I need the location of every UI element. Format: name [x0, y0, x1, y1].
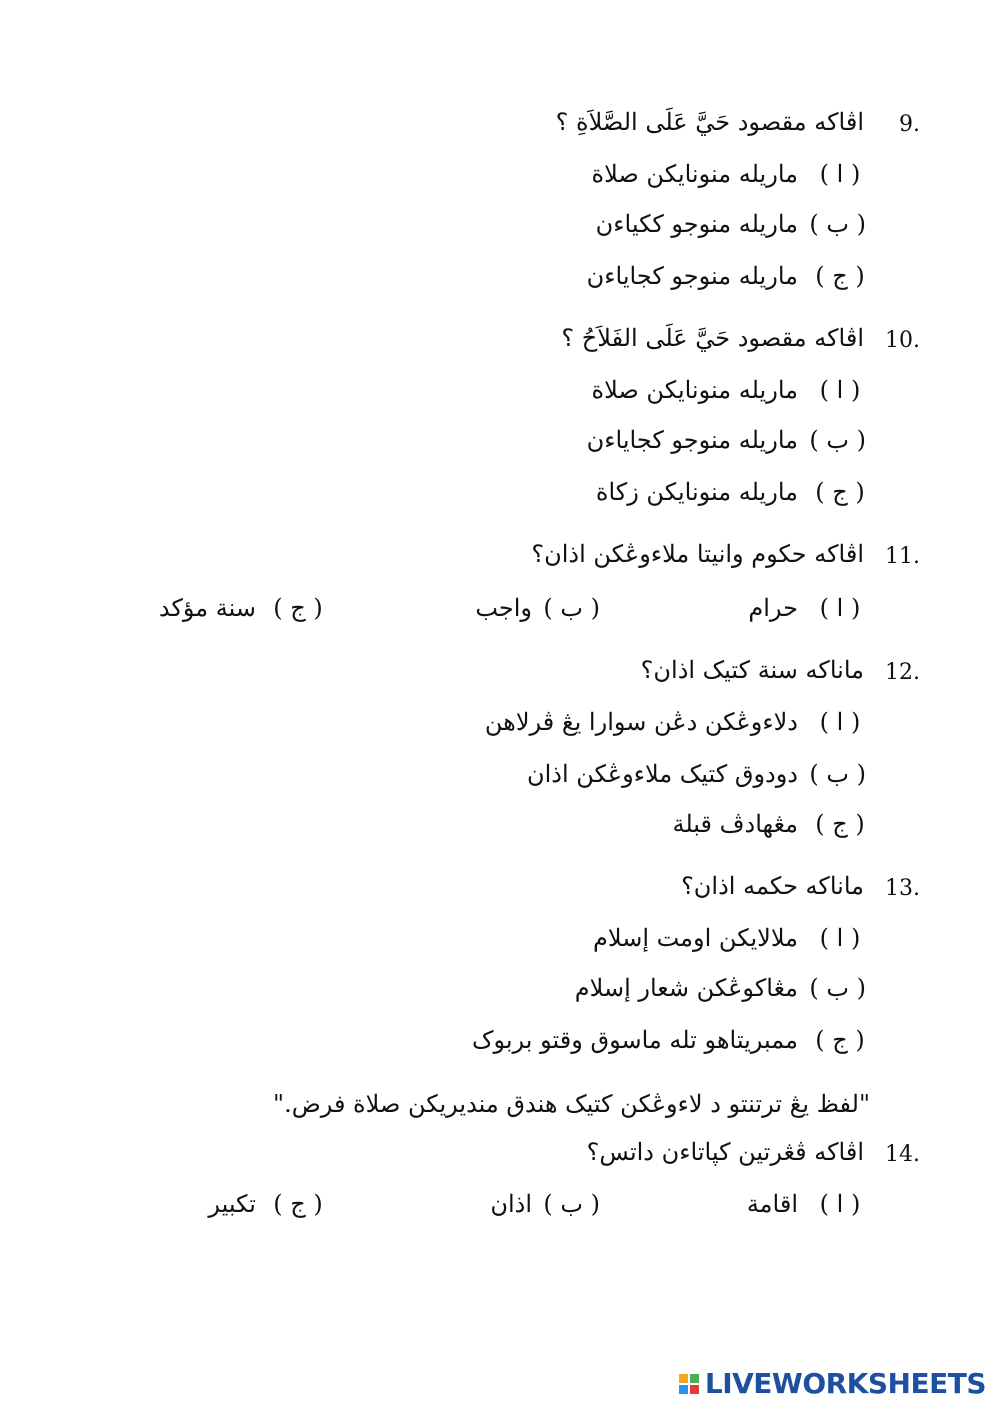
option-text: اذان	[490, 1190, 532, 1218]
option-text: ماريله منوجو ککياءن	[595, 210, 798, 238]
option-marker: ( ا )	[819, 1190, 861, 1218]
question-11	[80, 540, 920, 580]
option-c[interactable]	[596, 478, 866, 506]
option-text: تکبير	[208, 1190, 256, 1218]
question-text: ماناکه سنة کتيک اذان؟	[640, 656, 864, 684]
option-text: ملالايکن اومت إسلام	[593, 924, 798, 952]
icon-square	[690, 1385, 699, 1394]
option-text: واجب	[475, 594, 532, 622]
option-a[interactable]	[592, 160, 866, 188]
question-text: اڤاکه حکوم وانيتا ملاءوڠکن اذان؟	[531, 540, 864, 568]
option-marker: ( ا )	[819, 924, 861, 952]
option-c[interactable]	[472, 1026, 866, 1054]
question-text: اڤاکه مقصود حَيَّ عَلَى الصَّلاَةِ ؟	[555, 108, 864, 136]
icon-square	[690, 1374, 699, 1383]
brand-text: LIVEWORKSHEETS	[704, 1367, 986, 1400]
option-a[interactable]	[748, 594, 866, 622]
option-marker: ( ا )	[819, 594, 861, 622]
option-b[interactable]	[490, 1190, 600, 1218]
question-text: ماناکه حکمه اذان؟	[681, 872, 864, 900]
option-text: دودوق کتيک ملاءوڠکن اذان	[527, 760, 798, 788]
option-marker: ( ا )	[819, 708, 861, 736]
option-marker: ( ب )	[809, 426, 866, 454]
option-marker: ( ج )	[815, 1026, 865, 1054]
question-number: 10.	[885, 328, 920, 353]
question-13	[80, 872, 920, 912]
option-a[interactable]	[592, 376, 866, 404]
question-number: 12.	[885, 660, 920, 685]
question-number: 11.	[885, 544, 920, 569]
option-a[interactable]	[593, 924, 866, 952]
question-12	[80, 656, 920, 696]
option-marker: ( ا )	[819, 376, 861, 404]
option-b[interactable]	[475, 594, 600, 622]
option-c[interactable]	[587, 262, 866, 290]
liveworksheets-logo[interactable]	[679, 1367, 986, 1400]
option-b[interactable]	[575, 974, 866, 1002]
option-b[interactable]	[527, 760, 866, 788]
option-marker: ( ب )	[809, 210, 866, 238]
option-text: ماريله منونايکن صلاة	[591, 376, 798, 404]
option-marker: ( ج )	[815, 262, 865, 290]
option-text: ممبريتاهو تله ماسوق وقتو بربوک	[472, 1026, 798, 1054]
option-c[interactable]	[159, 594, 324, 622]
option-c[interactable]	[208, 1190, 324, 1218]
option-text: ماريله منونايکن زکاة	[595, 478, 798, 506]
option-a[interactable]	[485, 708, 866, 736]
option-c[interactable]	[672, 810, 866, 838]
option-a[interactable]	[747, 1190, 866, 1218]
question-10	[80, 324, 920, 364]
option-marker: ( ج )	[815, 478, 865, 506]
question-14	[80, 1138, 920, 1178]
option-text: مڠاکوڠکن شعار إسلام	[574, 974, 798, 1002]
option-text: اقامة	[746, 1190, 798, 1218]
question-statement: "لفظ يڠ ترتنتو د لاءوڠکن کتيک هندق منديريکن صلاة فرض."	[273, 1090, 870, 1118]
option-marker: ( ب )	[543, 1190, 600, 1218]
question-text: اڤاکه مقصود حَيَّ عَلَى الفَلاَحُ ؟	[561, 324, 864, 352]
option-marker: ( ج )	[815, 810, 865, 838]
option-marker: ( ج )	[273, 1190, 323, 1218]
option-text: ماريله منوجو کجاياءن	[586, 426, 798, 454]
option-text: ماريله منونايکن صلاة	[591, 160, 798, 188]
option-text: ماريله منوجو کجاياءن	[586, 262, 798, 290]
icon-square	[679, 1385, 688, 1394]
option-text: حرام	[748, 594, 798, 622]
option-marker: ( ا )	[819, 160, 861, 188]
question-9	[80, 108, 920, 148]
question-text: اڤاکه ڤڠرتين کپاتاءن داتس؟	[586, 1138, 864, 1166]
question-number: 9.	[899, 112, 920, 137]
option-marker: ( ب )	[543, 594, 600, 622]
option-text: دلاءوڠکن دڠن سوارا يڠ ڤرلاهن	[484, 708, 798, 736]
option-b[interactable]	[587, 426, 866, 454]
icon-square	[679, 1374, 688, 1383]
liveworksheets-icon	[679, 1374, 699, 1394]
option-text: سنة مؤکد	[158, 594, 256, 622]
question-number: 13.	[885, 876, 920, 901]
option-marker: ( ب )	[809, 760, 866, 788]
option-marker: ( ج )	[273, 594, 323, 622]
question-number: 14.	[885, 1142, 920, 1167]
option-marker: ( ب )	[809, 974, 866, 1002]
option-b[interactable]	[596, 210, 866, 238]
option-text: مڠهادڤ قبلة	[672, 810, 798, 838]
